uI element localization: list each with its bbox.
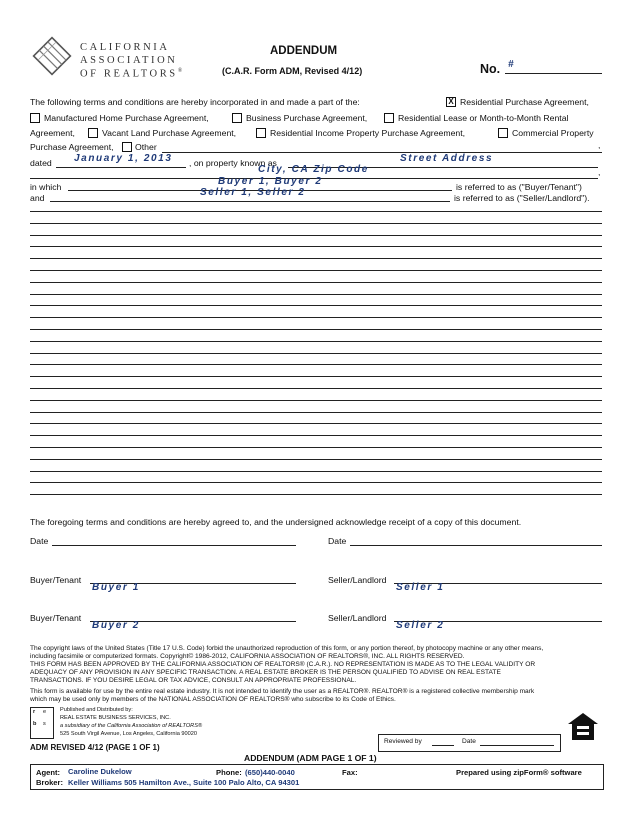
business-purchase-label: Business Purchase Agreement, — [246, 113, 368, 123]
seller2-label: Seller/Landlord — [328, 613, 387, 623]
terms-line[interactable] — [30, 459, 602, 460]
form-title: ADDENDUM — [270, 45, 338, 57]
residential-income-checkbox[interactable] — [256, 128, 266, 138]
reviewed-date-label: Date — [462, 738, 476, 745]
vacant-land-label: Vacant Land Purchase Agreement, — [102, 128, 237, 138]
prepared-label: Prepared using zipForm® software — [456, 768, 582, 777]
comma: , — [598, 140, 601, 150]
terms-line[interactable] — [30, 294, 602, 295]
intro-text: The following terms and conditions are hereby incorporated in and made a part of the: — [30, 97, 360, 107]
terms-line[interactable] — [30, 235, 602, 236]
commercial-property-label: Commercial Property — [512, 128, 594, 138]
legal-line-5: TRANSACTIONS. IF YOU DESIRE LEGAL OR TAX ADVICE, CONSULT AN APPROPRIATE PROFESSIONAL. — [30, 677, 357, 684]
legal-line-6: This form is available for use by the entire real estate industry. It is not intended to identify the user as a REALTOR®. REALTOR® is a registered collective membership mark — [30, 688, 535, 695]
seller1-label: Seller/Landlord — [328, 575, 387, 585]
terms-line[interactable] — [30, 282, 602, 283]
buyer1-value: Buyer 1 — [92, 582, 140, 593]
legal-line-7: which may be used only by members of the NATIONAL ASSOCIATION OF REALTORS® who subscribe to its Code of Ethics. — [30, 696, 396, 703]
terms-line[interactable] — [30, 305, 602, 306]
in-which-label: in which — [30, 182, 62, 192]
phone-label: Phone: — [216, 768, 242, 777]
terms-line[interactable] — [30, 376, 602, 377]
publisher-line-3: a subsidiary of the California Association of REALTORS® — [60, 723, 203, 729]
equal-housing-icon — [567, 712, 599, 742]
page-footer-title: ADDENDUM (ADM PAGE 1 OF 1) — [244, 753, 377, 763]
publisher-line-4: 525 South Virgil Avenue, Los Angeles, California 90020 — [60, 731, 197, 737]
other-label: Other — [135, 142, 157, 152]
terms-line[interactable] — [30, 435, 602, 436]
residential-purchase-checkbox[interactable]: X — [446, 97, 456, 107]
and-label: and — [30, 193, 45, 203]
org-name-line1: CALIFORNIA — [80, 42, 170, 53]
residential-purchase-label: Residential Purchase Agreement, — [460, 97, 589, 107]
terms-line[interactable] — [30, 258, 602, 259]
buyer-suffix: is referred to as ("Buyer/Tenant") — [456, 182, 582, 192]
org-name-line2: ASSOCIATION — [80, 55, 178, 66]
buyer-date-label: Date — [30, 536, 49, 546]
form-number-value: # — [508, 59, 516, 70]
dated-field[interactable] — [56, 167, 186, 168]
terms-line[interactable] — [30, 317, 602, 318]
agent-value: Caroline Dukelow — [68, 767, 132, 776]
rebs-letter: r — [33, 709, 36, 715]
buyer2-value: Buyer 2 — [92, 620, 140, 631]
broker-label: Broker: — [36, 778, 64, 787]
business-purchase-checkbox[interactable] — [232, 113, 242, 123]
terms-line[interactable] — [30, 400, 602, 401]
city-value: City, CA Zip Code — [258, 164, 369, 175]
terms-line[interactable] — [30, 341, 602, 342]
terms-line[interactable] — [30, 447, 602, 448]
manufactured-home-label: Manufactured Home Purchase Agreement, — [44, 113, 209, 123]
terms-line[interactable] — [30, 329, 602, 330]
reviewed-by-label: Reviewed by — [384, 738, 422, 745]
dated-value: January 1, 2013 — [74, 153, 173, 164]
buyer1-label: Buyer/Tenant — [30, 575, 82, 585]
org-name-line3: OF REALTORS® — [80, 68, 185, 80]
legal-line-3: THIS FORM HAS BEEN APPROVED BY THE CALIFORNIA ASSOCIATION OF REALTORS® (C.A.R.). NO REPRESENTATION IS MADE AS TO THE LEGAL VALIDITY OR — [30, 661, 536, 668]
terms-line[interactable] — [30, 412, 602, 413]
residential-income-label: Residential Income Property Purchase Agreement, — [270, 128, 466, 138]
phone-value: (650)440-0040 — [245, 768, 295, 777]
rebs-letter: b — [33, 721, 37, 727]
other-checkbox[interactable] — [122, 142, 132, 152]
terms-line[interactable] — [30, 353, 602, 354]
rebs-logo-icon — [30, 707, 54, 739]
fax-label: Fax: — [342, 768, 358, 777]
publisher-line-1: Published and Distributed by: — [60, 707, 133, 713]
residential-lease-label-cont: Agreement, — [30, 128, 75, 138]
terms-line[interactable] — [30, 494, 602, 495]
terms-line[interactable] — [30, 223, 602, 224]
agent-label: Agent: — [36, 768, 61, 777]
seller-field[interactable] — [50, 201, 450, 202]
rebs-letter: s — [43, 721, 46, 727]
legal-line-1: The copyright laws of the United States (Title 17 U.S. Code) forbid the unauthorized reproduction of this form, or any portion thereof, by photocopy machine or any other means, — [30, 645, 544, 652]
buyer-value: Buyer 1, Buyer 2 — [218, 176, 323, 187]
other-field[interactable] — [162, 152, 602, 153]
terms-line[interactable] — [30, 270, 602, 271]
form-subtitle: (C.A.R. Form ADM, Revised 4/12) — [222, 66, 363, 76]
residential-lease-label: Residential Lease or Month-to-Month Rental — [398, 113, 569, 123]
revised-label: ADM REVISED 4/12 (PAGE 1 OF 1) — [30, 743, 160, 752]
agreement-text: The foregoing terms and conditions are hereby agreed to, and the undersigned acknowledge receipt of a copy of this document. — [30, 517, 522, 527]
rebs-letter: e — [43, 709, 47, 715]
form-number-field[interactable] — [505, 73, 602, 74]
terms-line[interactable] — [30, 388, 602, 389]
commercial-property-label-cont: Purchase Agreement, — [30, 142, 114, 152]
property-value: Street Address — [400, 153, 494, 164]
seller-value: Seller 1, Seller 2 — [200, 187, 306, 198]
terms-line[interactable] — [30, 246, 602, 247]
legal-line-2: including facsimile or computerized formats. Copyright© 1986-2012, CALIFORNIA ASSOCIATION OF REALTORS®, INC. ALL RIGHTS RESERVED. — [30, 653, 465, 660]
terms-line[interactable] — [30, 211, 602, 212]
commercial-property-checkbox[interactable] — [498, 128, 508, 138]
vacant-land-checkbox[interactable] — [88, 128, 98, 138]
reviewed-by-field[interactable] — [432, 745, 454, 746]
residential-lease-checkbox[interactable] — [384, 113, 394, 123]
property-label: , on property known as — [189, 158, 277, 168]
publisher-line-2: REAL ESTATE BUSINESS SERVICES, INC. — [60, 715, 171, 721]
buyer-date-field[interactable] — [52, 545, 296, 546]
reviewed-date-field[interactable] — [480, 745, 554, 746]
broker-value: Keller Williams 505 Hamilton Ave., Suite 100 Palo Alto, CA 94301 — [68, 778, 300, 787]
comma: , — [598, 167, 601, 177]
manufactured-home-checkbox[interactable] — [30, 113, 40, 123]
seller-date-field[interactable] — [350, 545, 602, 546]
buyer2-label: Buyer/Tenant — [30, 613, 82, 623]
legal-line-4: ADEQUACY OF ANY PROVISION IN ANY SPECIFIC TRANSACTION. A REAL ESTATE BROKER IS THE PERSON QUALIFIED TO ADVISE ON REAL ESTATE — [30, 669, 501, 676]
car-logo-icon — [32, 36, 72, 76]
terms-line[interactable] — [30, 423, 602, 424]
seller2-value: Seller 2 — [396, 620, 445, 631]
seller1-value: Seller 1 — [396, 582, 445, 593]
form-number-label: No. — [480, 62, 501, 76]
dated-label: dated — [30, 158, 52, 168]
seller-suffix: is referred to as ("Seller/Landlord"). — [454, 193, 590, 203]
terms-line[interactable] — [30, 471, 602, 472]
terms-line[interactable] — [30, 364, 602, 365]
terms-line[interactable] — [30, 482, 602, 483]
seller-date-label: Date — [328, 536, 347, 546]
